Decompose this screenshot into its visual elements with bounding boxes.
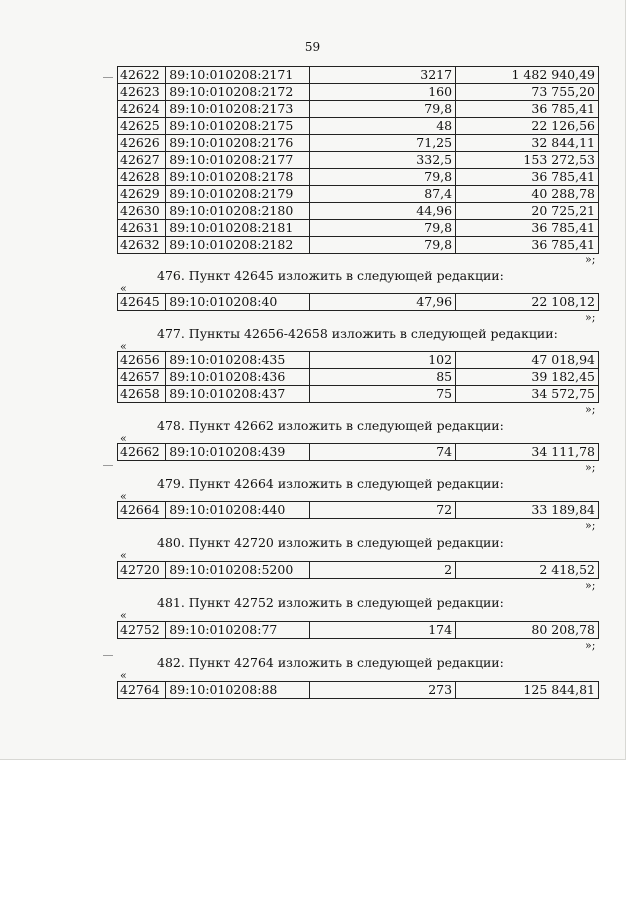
amendment-table <box>117 501 599 519</box>
cadastral-number: 89:10:010208:440 <box>166 502 310 519</box>
item-number: 42645 <box>118 294 166 311</box>
item-number: 42657 <box>118 369 166 386</box>
cadastral-number: 89:10:010208:436 <box>166 369 310 386</box>
table-row <box>118 169 599 186</box>
item-number: 42628 <box>118 169 166 186</box>
table-row <box>118 84 599 101</box>
margin-mark <box>103 77 113 78</box>
item-number: 42624 <box>118 101 166 118</box>
area-value: 2 <box>310 562 456 579</box>
amendment-table <box>117 681 599 699</box>
cost-value: 36 785,41 <box>456 237 599 254</box>
opening-quote: « <box>120 340 127 353</box>
item-number: 42656 <box>118 352 166 369</box>
table-row <box>118 67 599 84</box>
area-value: 85 <box>310 369 456 386</box>
cost-value: 2 418,52 <box>456 562 599 579</box>
section-heading: 479. Пункт 42664 изложить в следующей редакции: <box>157 476 504 491</box>
item-number: 42625 <box>118 118 166 135</box>
closing-quote: »; <box>585 579 596 592</box>
table-row <box>118 186 599 203</box>
area-value: 47,96 <box>310 294 456 311</box>
cost-value: 73 755,20 <box>456 84 599 101</box>
cost-value: 22 108,12 <box>456 294 599 311</box>
cadastral-number: 89:10:010208:2175 <box>166 118 310 135</box>
area-value: 332,5 <box>310 152 456 169</box>
cost-value: 80 208,78 <box>456 622 599 639</box>
area-value: 273 <box>310 682 456 699</box>
table-row <box>118 622 599 639</box>
item-number: 42622 <box>118 67 166 84</box>
area-value: 102 <box>310 352 456 369</box>
cost-value: 40 288,78 <box>456 186 599 203</box>
table-row <box>118 152 599 169</box>
item-number: 42764 <box>118 682 166 699</box>
margin-mark <box>103 465 113 466</box>
area-value: 72 <box>310 502 456 519</box>
amendment-table <box>117 351 599 403</box>
amendment-table <box>117 293 599 311</box>
cadastral-number: 89:10:010208:439 <box>166 444 310 461</box>
cadastral-number: 89:10:010208:88 <box>166 682 310 699</box>
cost-value: 47 018,94 <box>456 352 599 369</box>
area-value: 3217 <box>310 67 456 84</box>
table-row <box>118 135 599 152</box>
cost-value: 20 725,21 <box>456 203 599 220</box>
cadastral-number: 89:10:010208:435 <box>166 352 310 369</box>
area-value: 75 <box>310 386 456 403</box>
cadastral-number: 89:10:010208:2171 <box>166 67 310 84</box>
area-value: 79,8 <box>310 101 456 118</box>
table-row <box>118 294 599 311</box>
area-value: 44,96 <box>310 203 456 220</box>
cadastral-number: 89:10:010208:2181 <box>166 220 310 237</box>
closing-quote: »; <box>585 519 596 532</box>
table-row <box>118 101 599 118</box>
amendment-table <box>117 621 599 639</box>
closing-quote: »; <box>585 639 596 652</box>
cadastral-number: 89:10:010208:2172 <box>166 84 310 101</box>
cadastral-number: 89:10:010208:437 <box>166 386 310 403</box>
item-number: 42720 <box>118 562 166 579</box>
item-number: 42658 <box>118 386 166 403</box>
area-value: 48 <box>310 118 456 135</box>
area-value: 74 <box>310 444 456 461</box>
cadastral-number: 89:10:010208:2180 <box>166 203 310 220</box>
area-value: 79,8 <box>310 220 456 237</box>
section-heading: 477. Пункты 42656-42658 изложить в следующей редакции: <box>157 326 558 341</box>
item-number: 42662 <box>118 444 166 461</box>
opening-quote: « <box>120 669 127 682</box>
cadastral-number: 89:10:010208:5200 <box>166 562 310 579</box>
cost-value: 39 182,45 <box>456 369 599 386</box>
cost-value: 33 189,84 <box>456 502 599 519</box>
table-row <box>118 444 599 461</box>
cost-value: 153 272,53 <box>456 152 599 169</box>
item-number: 42630 <box>118 203 166 220</box>
cadastral-number: 89:10:010208:2177 <box>166 152 310 169</box>
cadastral-number: 89:10:010208:2178 <box>166 169 310 186</box>
area-value: 174 <box>310 622 456 639</box>
section-heading: 482. Пункт 42764 изложить в следующей редакции: <box>157 655 504 670</box>
cost-value: 22 126,56 <box>456 118 599 135</box>
closing-quote: »; <box>585 253 596 266</box>
item-number: 42631 <box>118 220 166 237</box>
main-table <box>117 66 599 254</box>
opening-quote: « <box>120 490 127 503</box>
cadastral-number: 89:10:010208:2173 <box>166 101 310 118</box>
item-number: 42664 <box>118 502 166 519</box>
cost-value: 1 482 940,49 <box>456 67 599 84</box>
table-row <box>118 562 599 579</box>
table-row <box>118 220 599 237</box>
amendment-table <box>117 561 599 579</box>
opening-quote: « <box>120 609 127 622</box>
amendment-table <box>117 443 599 461</box>
table-row <box>118 682 599 699</box>
cadastral-number: 89:10:010208:40 <box>166 294 310 311</box>
closing-quote: »; <box>585 311 596 324</box>
table-row <box>118 203 599 220</box>
item-number: 42623 <box>118 84 166 101</box>
opening-quote: « <box>120 549 127 562</box>
margin-mark <box>103 655 113 656</box>
table-row <box>118 386 599 403</box>
opening-quote: « <box>120 432 127 445</box>
page-number: 59 <box>304 40 321 54</box>
area-value: 79,8 <box>310 237 456 254</box>
item-number: 42629 <box>118 186 166 203</box>
area-value: 87,4 <box>310 186 456 203</box>
cadastral-number: 89:10:010208:2179 <box>166 186 310 203</box>
cost-value: 36 785,41 <box>456 220 599 237</box>
item-number: 42627 <box>118 152 166 169</box>
table-row <box>118 352 599 369</box>
area-value: 160 <box>310 84 456 101</box>
cost-value: 36 785,41 <box>456 169 599 186</box>
cadastral-number: 89:10:010208:77 <box>166 622 310 639</box>
cost-value: 34 111,78 <box>456 444 599 461</box>
opening-quote: « <box>120 282 127 295</box>
section-heading: 481. Пункт 42752 изложить в следующей редакции: <box>157 595 504 610</box>
section-heading: 478. Пункт 42662 изложить в следующей редакции: <box>157 418 504 433</box>
table-row <box>118 118 599 135</box>
cost-value: 36 785,41 <box>456 101 599 118</box>
cost-value: 125 844,81 <box>456 682 599 699</box>
table-row <box>118 369 599 386</box>
item-number: 42626 <box>118 135 166 152</box>
area-value: 79,8 <box>310 169 456 186</box>
section-heading: 476. Пункт 42645 изложить в следующей редакции: <box>157 268 504 283</box>
closing-quote: »; <box>585 461 596 474</box>
section-heading: 480. Пункт 42720 изложить в следующей редакции: <box>157 535 504 550</box>
table-row <box>118 237 599 254</box>
cadastral-number: 89:10:010208:2182 <box>166 237 310 254</box>
closing-quote: »; <box>585 403 596 416</box>
cost-value: 32 844,11 <box>456 135 599 152</box>
cost-value: 34 572,75 <box>456 386 599 403</box>
item-number: 42752 <box>118 622 166 639</box>
table-row <box>118 502 599 519</box>
area-value: 71,25 <box>310 135 456 152</box>
cadastral-number: 89:10:010208:2176 <box>166 135 310 152</box>
item-number: 42632 <box>118 237 166 254</box>
